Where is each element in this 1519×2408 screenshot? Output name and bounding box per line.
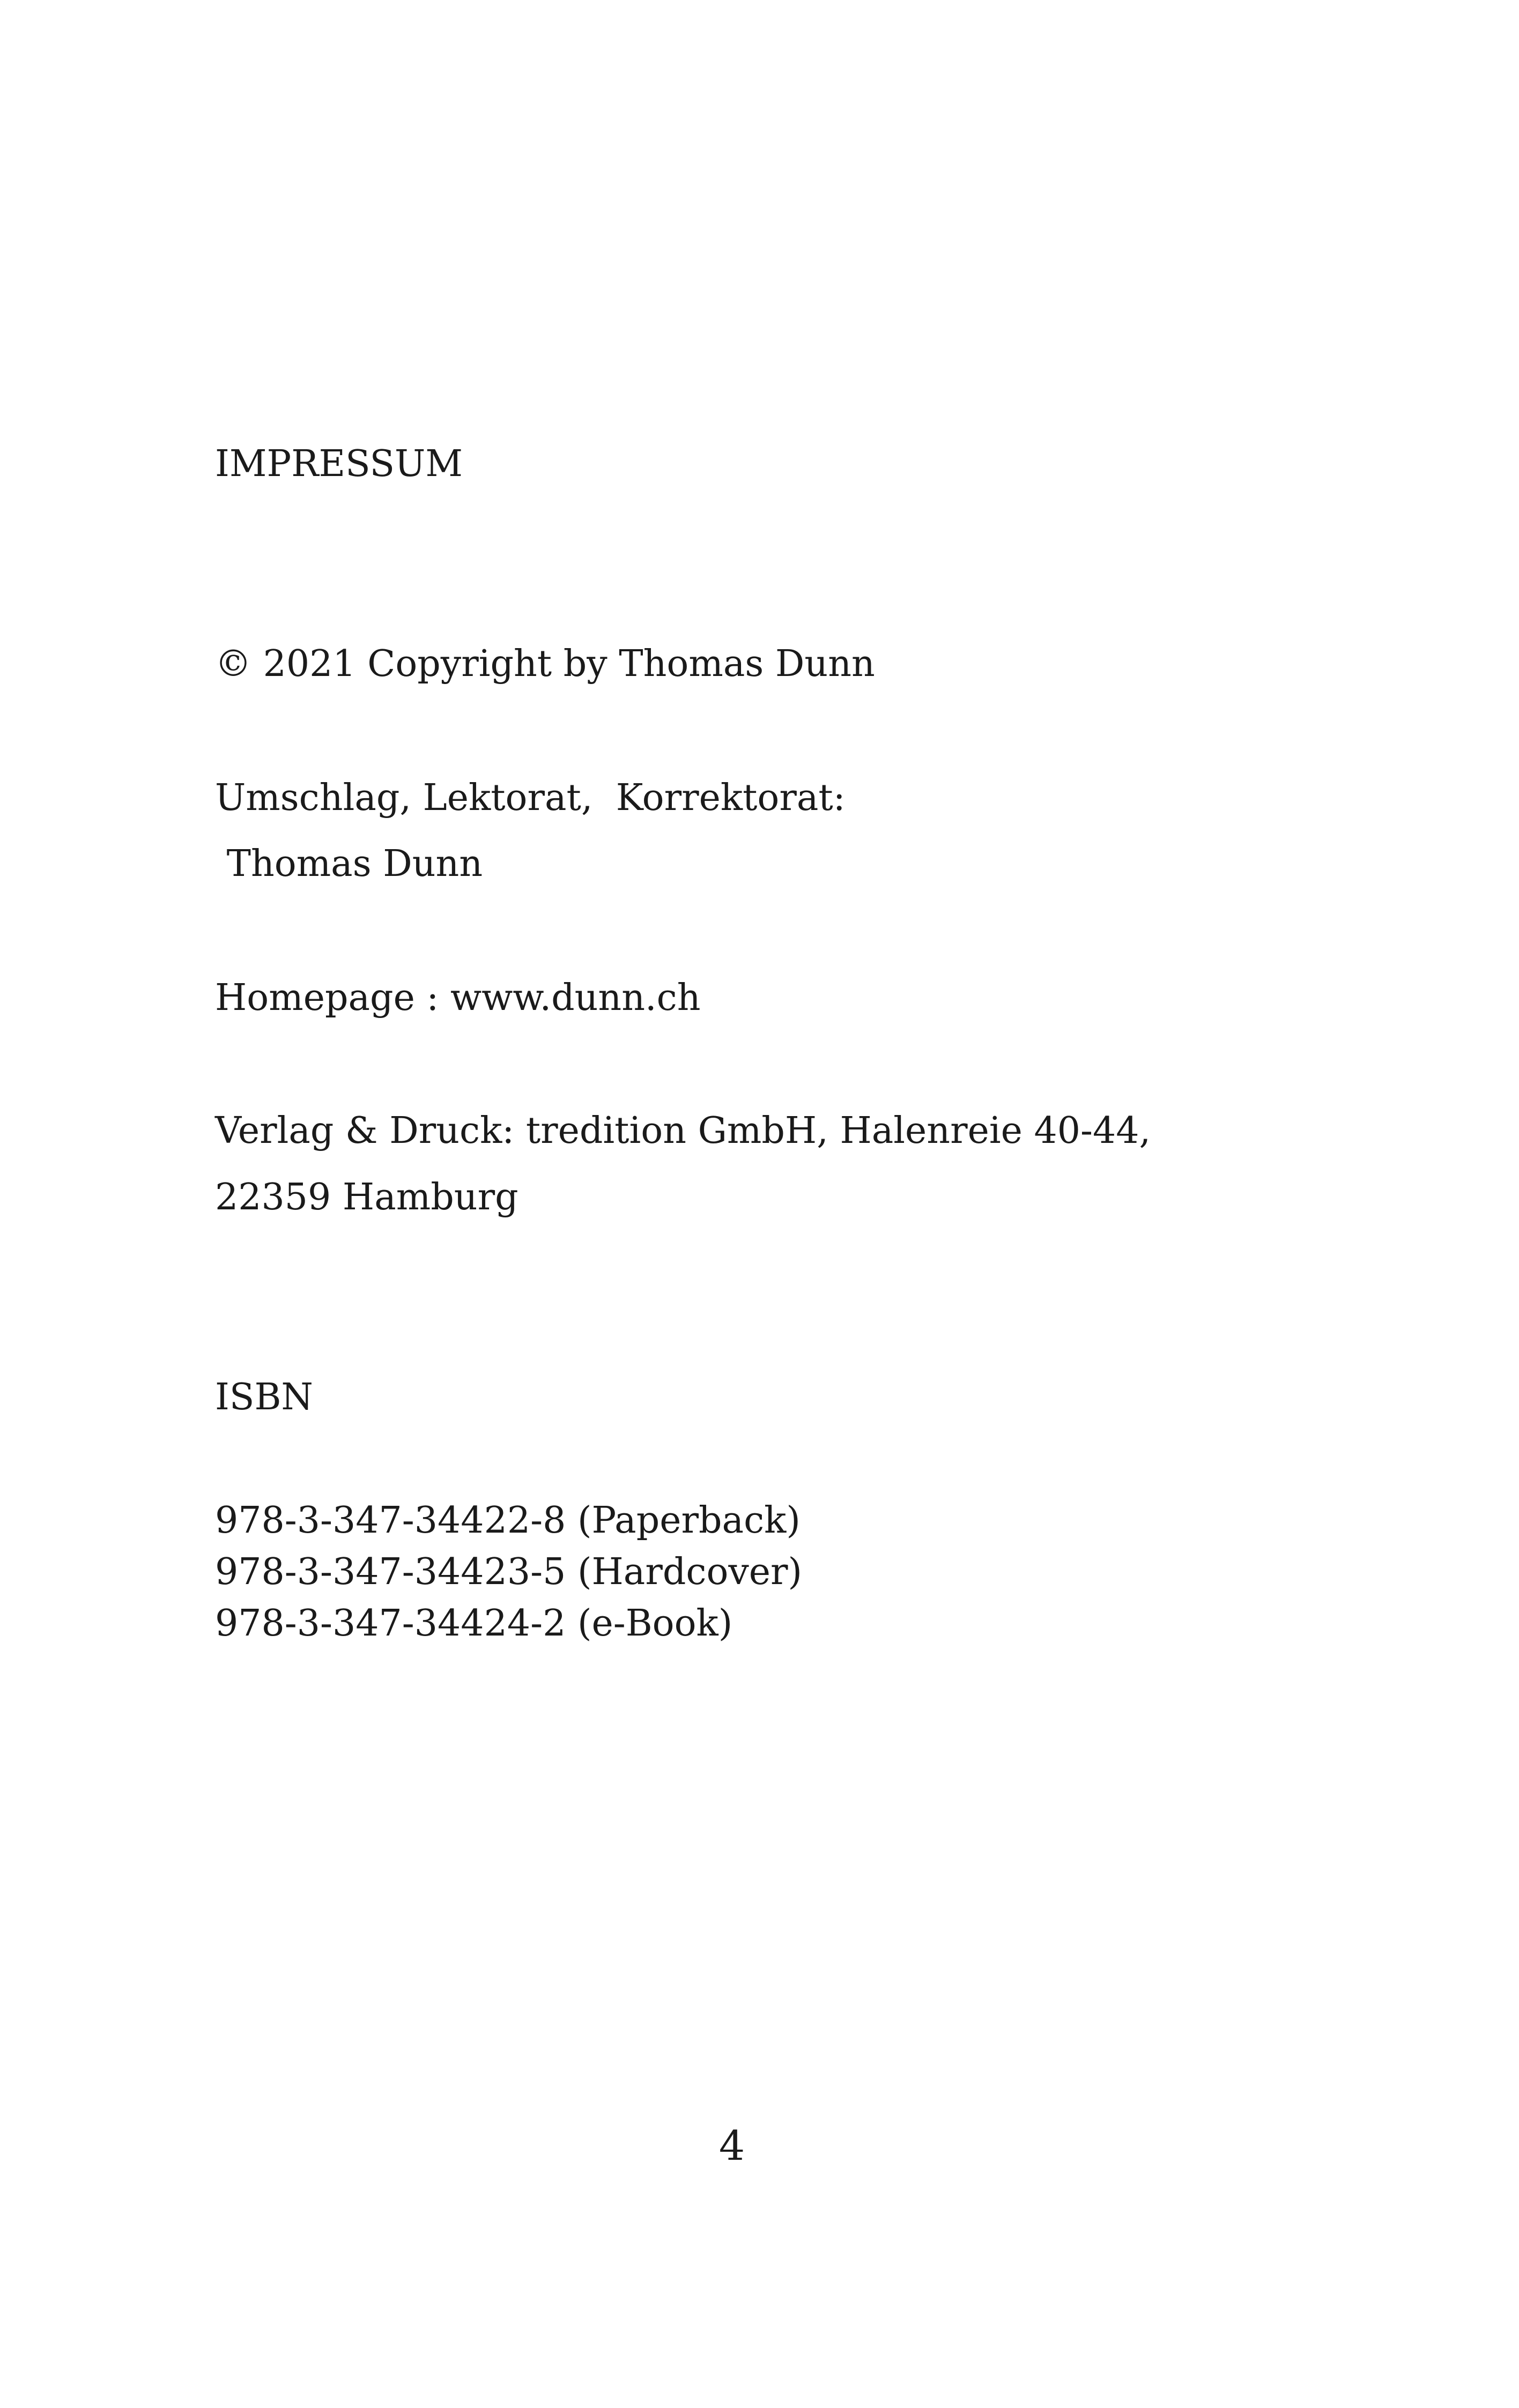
copyright-line: © 2021 Copyright by Thomas Dunn bbox=[215, 643, 875, 685]
isbn-entry: 978-3-347-34422-8 (Paperback) bbox=[215, 1499, 801, 1542]
isbn-entry: 978-3-347-34424-2 (e-Book) bbox=[215, 1602, 733, 1645]
credits-name: Thomas Dunn bbox=[215, 843, 483, 885]
publisher-line-1: Verlag & Druck: tredition GmbH, Halenreie 40-44, bbox=[215, 1110, 1151, 1152]
isbn-label: ISBN bbox=[215, 1376, 313, 1418]
page-number: 4 bbox=[718, 2122, 745, 2169]
homepage-line: Homepage : www.dunn.ch bbox=[215, 977, 701, 1019]
isbn-entry: 978-3-347-34423-5 (Hardcover) bbox=[215, 1551, 803, 1593]
credits-label: Umschlag, Lektorat, Korrektorat: bbox=[215, 777, 846, 819]
publisher-line-2: 22359 Hamburg bbox=[215, 1176, 518, 1218]
imprint-heading: IMPRESSUM bbox=[215, 443, 463, 485]
